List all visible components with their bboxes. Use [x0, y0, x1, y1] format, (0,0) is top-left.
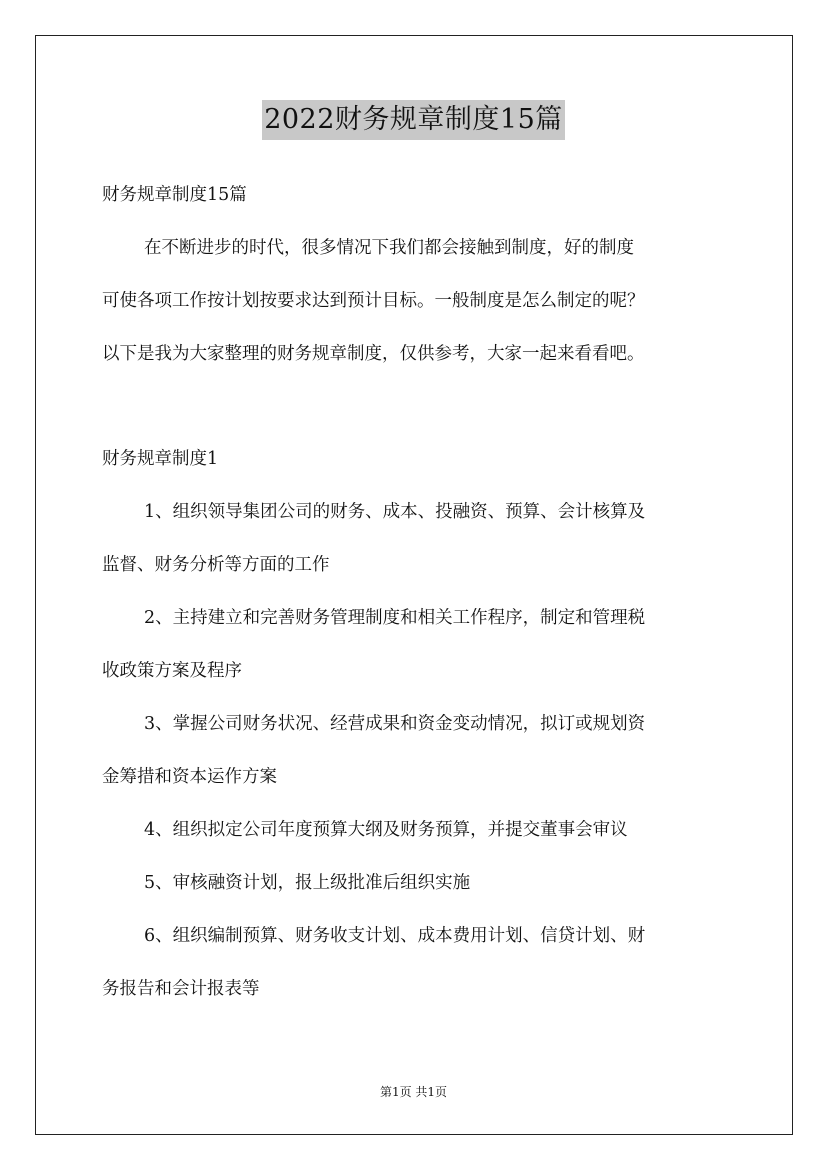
list-item-1-line-2: 监督、财务分析等方面的工作: [102, 555, 330, 575]
list-item-3-line-1: 3、掌握公司财务状况、经营成果和资金变动情况，拟订或规划资: [144, 714, 646, 734]
list-item-6-line-1: 6、组织编制预算、财务收支计划、成本费用计划、信贷计划、财: [144, 926, 646, 946]
list-item-5: 5、审核融资计划，报上级批准后组织实施: [144, 873, 471, 893]
title-container: [0, 100, 827, 140]
document-title: 2022财务规章制度15篇: [262, 100, 565, 140]
intro-line-1: 在不断进步的时代，很多情况下我们都会接触到制度，好的制度: [144, 238, 634, 258]
intro-line-3: 以下是我为大家整理的财务规章制度，仅供参考，大家一起来看看吧。: [102, 344, 645, 364]
document-subtitle: 财务规章制度15篇: [102, 185, 247, 205]
intro-line-2: 可使各项工作按计划按要求达到预计目标。一般制度是怎么制定的呢？: [102, 291, 645, 311]
list-item-4: 4、组织拟定公司年度预算大纲及财务预算，并提交董事会审议: [144, 820, 628, 840]
paragraph-gap: [102, 387, 726, 439]
page-footer: [0, 1083, 827, 1100]
page-number: 第1页 共1页: [379, 1085, 448, 1099]
list-item-2-line-1: 2、主持建立和完善财务管理制度和相关工作程序，制定和管理税: [144, 608, 646, 628]
document-body: [102, 175, 726, 1022]
list-item-1-line-1: 1、组织领导集团公司的财务、成本、投融资、预算、会计核算及: [144, 502, 646, 522]
list-item-6-line-2: 务报告和会计报表等: [102, 979, 260, 999]
list-item-2-line-2: 收政策方案及程序: [102, 661, 242, 681]
list-item-3-line-2: 金筹措和资本运作方案: [102, 767, 277, 787]
section-heading: 财务规章制度1: [102, 449, 219, 469]
